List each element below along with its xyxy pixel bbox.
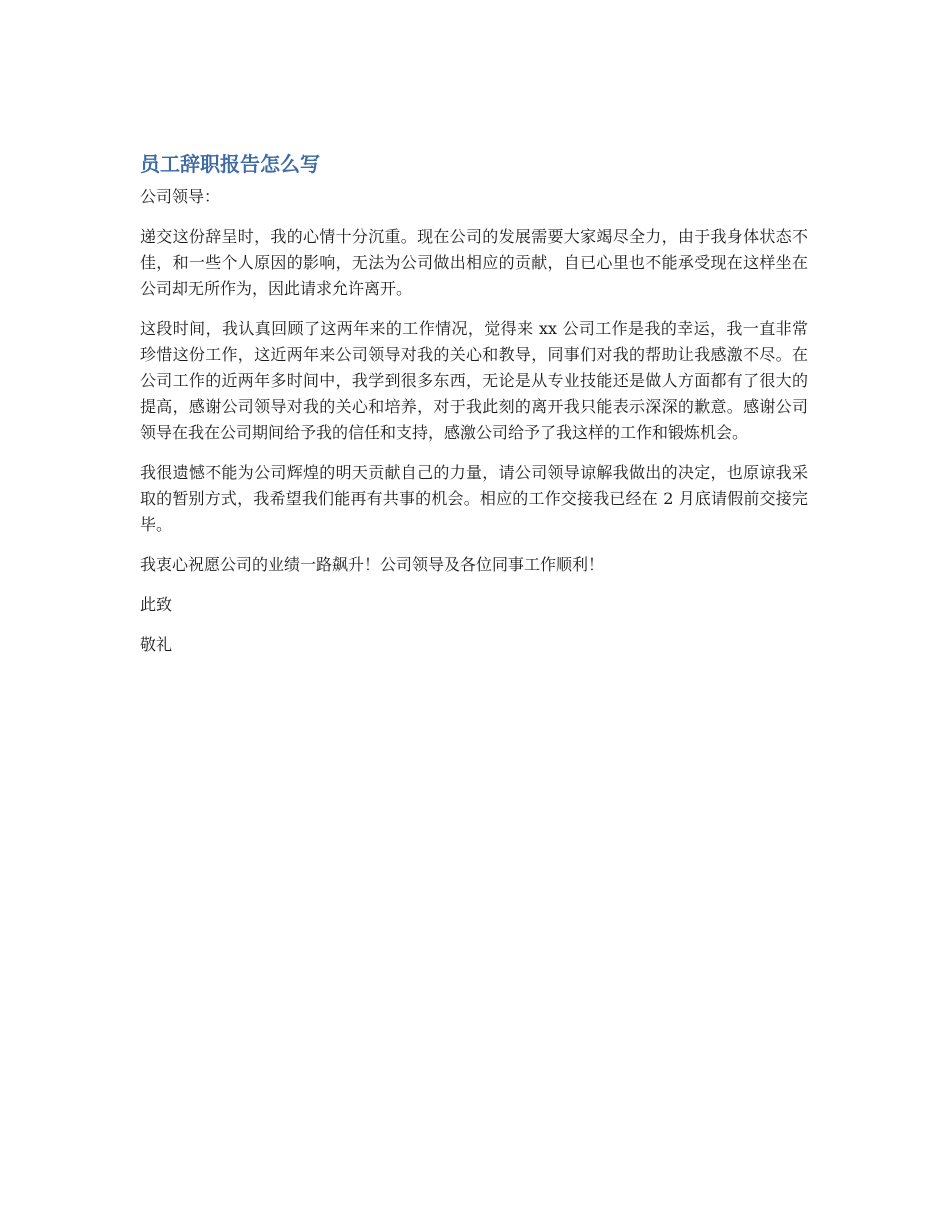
document-page (140, 148, 808, 672)
closing-line-2: 敬礼 (140, 635, 173, 654)
body-paragraph-4: 我衷心祝愿公司的业绩一路飙升！公司领导及各位同事工作顺利！ (140, 555, 605, 574)
body-paragraph-2: 这段时间，我认真回顾了这两年来的工作情况，觉得来 xx 公司工作是我的幸运，我一直非常珍惜这份工作，这近两年来公司领导对我的关心和教导，同事们对我的帮助让我感激不尽。在公司工作的近两年多时间中，我学到很多东西，无论是从专业技能还是做人方面都有了很大的提高，感谢公司领导对我的关心和培养，对于我此刻的离开我只能表示深深的歉意。感谢公司领导在我在公司期间给予我的信任和支持，感激公司给予了我这样的工作和锻炼机会。 (140, 319, 808, 442)
document-title: 员工辞职报告怎么写 (140, 152, 320, 176)
body-paragraph-3: 我很遗憾不能为公司辉煌的明天贡献自己的力量，请公司领导谅解我做出的决定，也原谅我采取的暂别方式，我希望我们能再有共事的机会。相应的工作交接我已经在 2 月底请假前交接完毕。 (140, 463, 808, 534)
salutation: 公司领导： (140, 187, 221, 206)
body-paragraph-1: 递交这份辞呈时，我的心情十分沉重。现在公司的发展需要大家竭尽全力，由于我身体状态不佳，和一些个人原因的影响，无法为公司做出相应的贡献，自已心里也不能承受现在这样坐在公司却无所作为，因此请求允许离开。 (140, 227, 808, 298)
closing-line-1: 此致 (140, 595, 173, 614)
